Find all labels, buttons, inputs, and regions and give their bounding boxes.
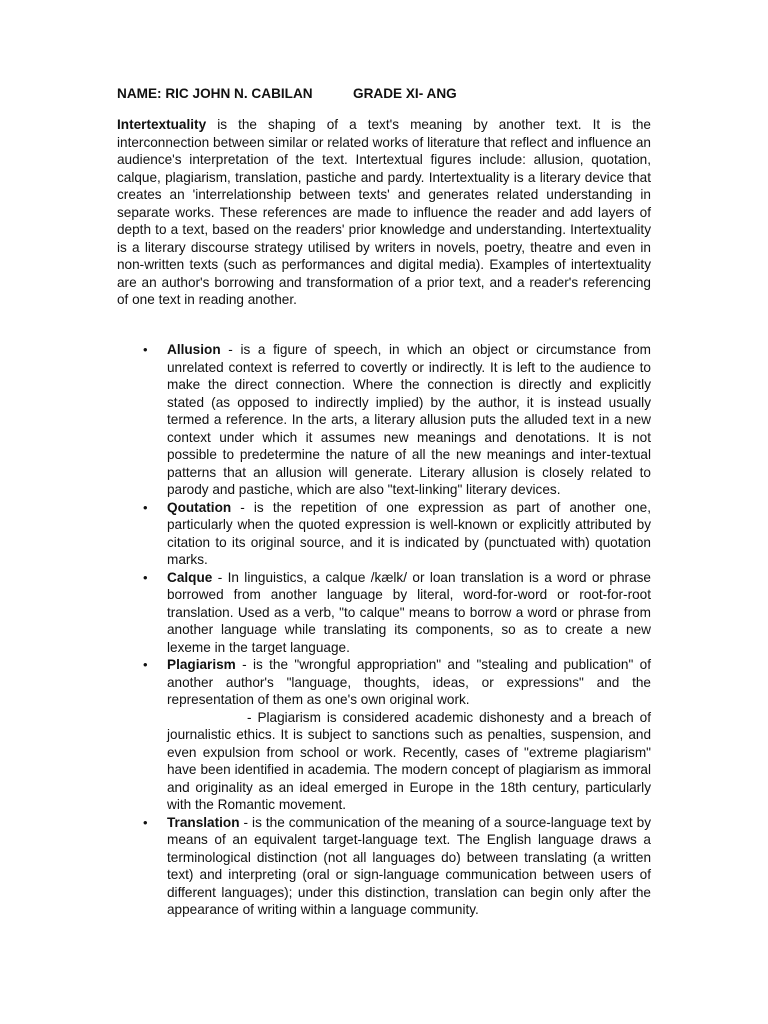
term-definition: - is the communication of the meaning of a source-language text by means of an equivalent target-language text. The English language draws a terminological distinction (not all languages do) between translating (a written text) and interpreting (oral or sign-language communication between users of different languages); under this distinction, translation can begin only after the appearance of writing within a language community.: [167, 814, 651, 917]
list-item-calque: [140, 569, 651, 657]
term-definition: - In linguistics, a calque /kælk/ or loan translation is a word or phrase borrowed from another language by literal, word-for-word or root-for-root translation. Used as a verb, "to calque" means to borrow a word or phrase from another language while translating its components, so as to create a new lexeme in the target language.: [167, 569, 651, 655]
intro-term: Intertextuality: [117, 117, 207, 132]
term-label: Calque: [167, 569, 213, 585]
term-label: Plagiarism: [167, 657, 236, 672]
list-item-plagiarism: [140, 656, 651, 814]
list-item-quotation: [140, 499, 651, 569]
bullet-icon: •: [143, 342, 148, 357]
term-label: Allusion: [167, 342, 221, 357]
document-header: [117, 86, 457, 101]
term-definition: - is the repetition of one expression as part of another one, particularly when the quoted expression is well-known or explicitly attributed by citation to its original source, and it is indicated by (punctuated with) quotation marks.: [167, 499, 651, 567]
bullet-icon: •: [143, 499, 148, 515]
term-definition: - is a figure of speech, in which an object or circumstance from unrelated context is referred to covertly or indirectly. It is left to the audience to make the direct connection. Where the connection is directly and explicitly stated (as opposed to indirectly implied) by the author, it is instead usually termed a reference. In the arts, a literary allusion puts the alluded text in a new context under which it assumes new meanings and denotations. It is not possible to predetermine the nature of all the new meanings and inter-textual patterns that an allusion will generate. Literary allusion is closely related to parody and pastiche, which are also "text-linking" literary devices.: [167, 342, 651, 497]
term-definition: - is the "wrongful appropriation" and "stealing and publication" of another author's "language, thoughts, ideas, or expressions" and the representation of them as one's own original work.: [167, 657, 651, 707]
intro-paragraph: [117, 116, 651, 309]
intro-text: is the shaping of a text's meaning by another text. It is the interconnection between similar or related works of literature that reflect and influence an audience's interpretation of the text. Intertextual figures include: allusion, quotation, calque, plagiarism, translation, pastiche and pardy. Intertextuality is a literary device that creates an 'interrelationship between texts' and generates related understanding in separate works. These references are made to influence the reader and add layers of depth to a text, based on the readers' prior knowledge and understanding. Intertextuality is a literary discourse strategy utilised by writers in novels, poetry, theatre and even in non-written texts (such as performances and digital media). Examples of intertextuality are an author's borrowing and transformation of a prior text, and a reader's referencing of one text in reading another.: [117, 117, 651, 307]
term-label: Translation: [167, 814, 240, 830]
term-paragraph: [167, 656, 651, 709]
list-item-translation: [140, 814, 651, 919]
term-label: Qoutation: [167, 499, 232, 515]
terms-list: [140, 341, 651, 919]
bullet-icon: •: [143, 569, 148, 585]
list-item-allusion: [140, 341, 651, 499]
term-continuation: - Plagiarism is considered academic dishonesty and a breach of journalistic ethics. It is subject to sanctions such as penalties, suspension, and even expulsion from school or work. Recently, cases of "extreme plagiarism" have been identified in academia. The modern concept of plagiarism as immoral and originality as an ideal emerged in Europe in the 18th century, particularly with the Romantic movement.: [167, 709, 651, 812]
grade-section: GRADE XI- ANG: [353, 86, 457, 101]
bullet-icon: •: [143, 814, 148, 830]
bullet-icon: •: [143, 657, 148, 672]
student-name: NAME: RIC JOHN N. CABILAN: [117, 86, 313, 101]
